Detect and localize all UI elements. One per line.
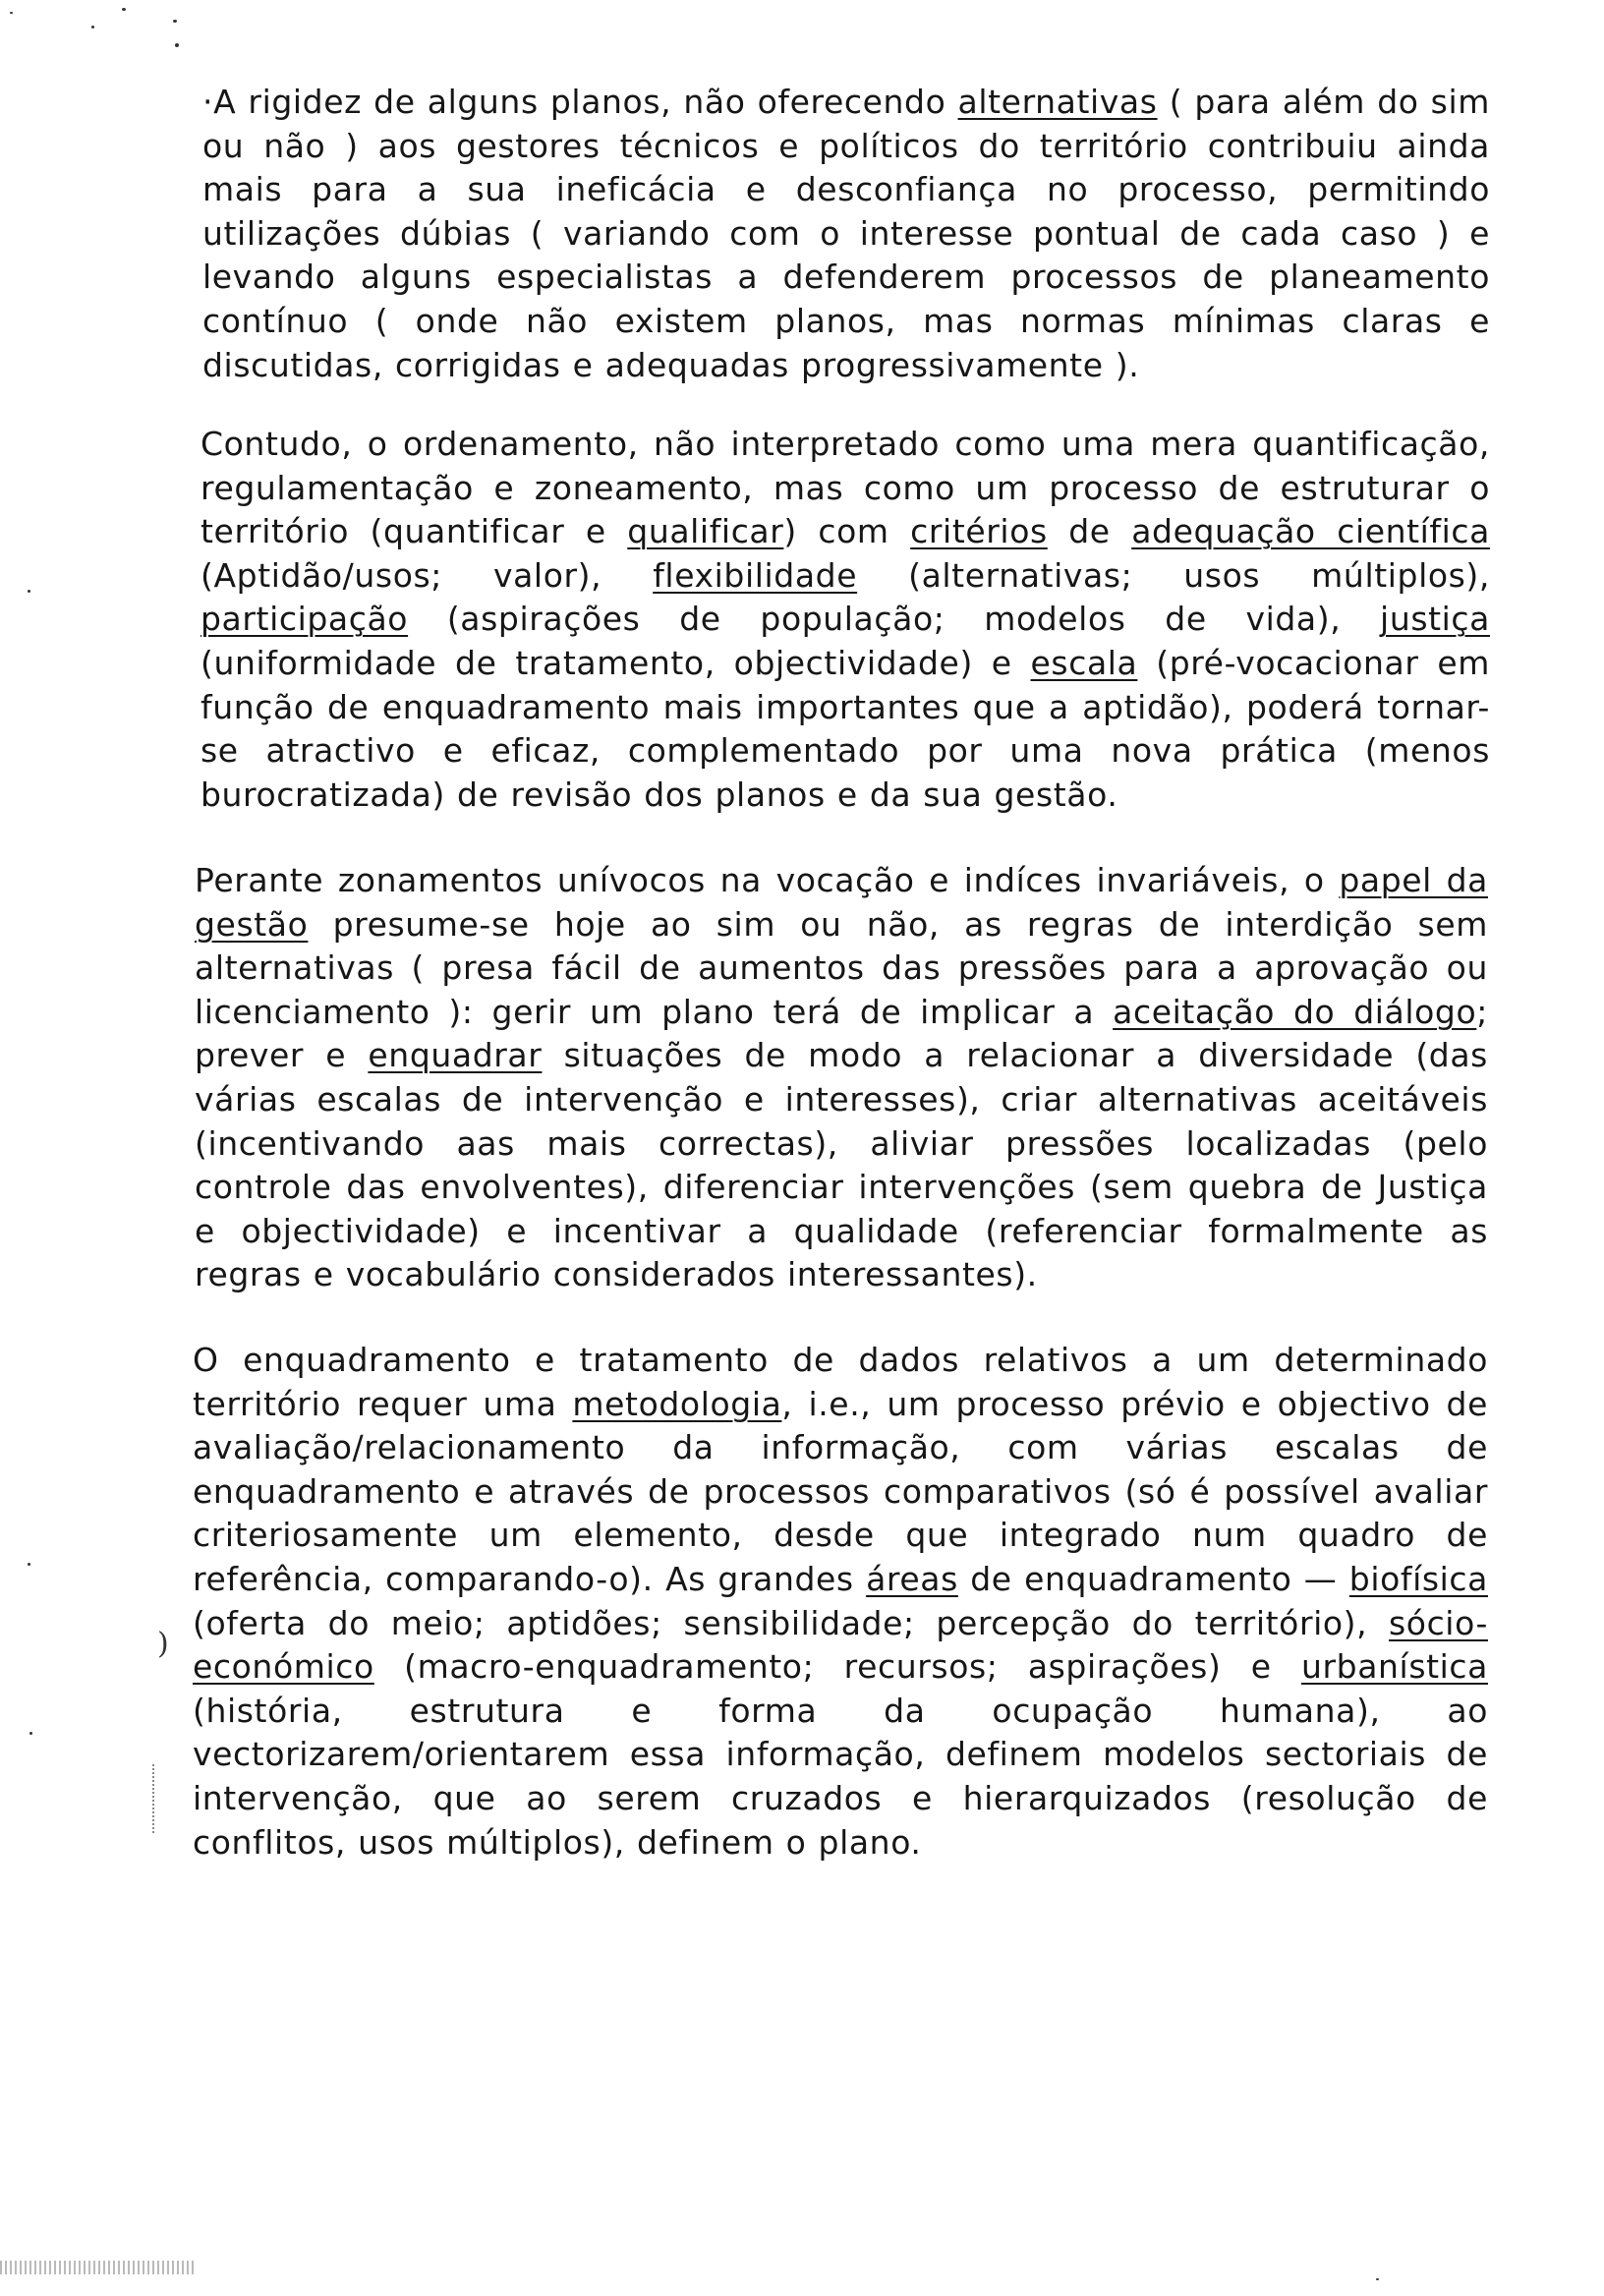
- underlined-term: flexibilidade: [653, 555, 858, 595]
- underlined-term: aceitação do diálogo: [1113, 992, 1477, 1031]
- underlined-term: critérios: [910, 512, 1048, 551]
- underlined-term: sócio-económico: [193, 1603, 1488, 1687]
- text-segment: (aspirações de população; modelos de vida),: [408, 600, 1381, 639]
- scan-speck: [1376, 2278, 1379, 2280]
- text-segment: (alternativas; usos múltiplos),: [857, 555, 1490, 595]
- underlined-term: qualificar: [627, 512, 784, 551]
- margin-bracket-mark: ): [157, 1627, 169, 1661]
- scan-speck: [29, 1732, 32, 1735]
- scan-speck: [28, 1563, 30, 1566]
- scan-speck: [122, 8, 126, 11]
- underlined-term: adequação científica: [1131, 512, 1490, 551]
- underlined-term: participação: [200, 600, 409, 639]
- underlined-term: biofísica: [1348, 1559, 1488, 1598]
- scan-speck: [91, 26, 94, 29]
- scan-speck: [173, 20, 177, 23]
- text-segment: presume-se hoje ao sim ou não, as regras de interdição sem alternativas ( presa fácil de aumentos das pressões para a aprovação ou licenciamento ): gerir um plano terá de implicar a: [195, 904, 1488, 1031]
- text-segment: de enquadramento —: [957, 1559, 1349, 1598]
- underlined-term: justiça: [1380, 600, 1490, 639]
- text-segment: (pré-vocacionar em função de enquadramento mais importantes que a aptidão), poderá tornar-se atractivo e eficaz, complementado por uma nova prática (menos burocratizada) de revisão dos planos e da sua gestão.: [200, 643, 1490, 814]
- underlined-term: escala: [1030, 643, 1138, 682]
- text-segment: situações de modo a relacionar a diversidade (das várias escalas de intervenção e interesses), criar alternativas aceitáveis (incentivando aas mais correctas), aliviar pressões localizadas (pelo controle das envolventes), diferenciar intervenções (sem quebra de Justiça e objectividade) e incentivar a qualidade (referenciar formalmente as regras e vocabulário considerados interessantes).: [195, 1036, 1488, 1294]
- paragraph-2: [200, 423, 1490, 817]
- text-segment: ( para além do sim ou não ) aos gestores técnicos e políticos do território contribuiu ainda mais para a sua ineficácia e desconfiança no processo, permitindo utilizações dúbias ( variando com o interesse pontual de cada caso ) e levando alguns especialistas a defenderem processos de planeamento contínuo ( onde não existem planos, mas normas mínimas claras e discutidas, corrigidas e adequadas progressivamente ).: [202, 83, 1490, 384]
- text-segment: (Aptidão/usos; valor),: [200, 555, 654, 595]
- text-segment: , i.e., um processo prévio e objectivo de avaliação/relacionamento da informação, com várias escalas de enquadramento e através de processos comparativos (só é possível avaliar criteriosamente um elemento, desde que integrado num quadro de referência, comparando-o). As grandes: [193, 1384, 1488, 1598]
- underlined-term: metodologia: [572, 1384, 782, 1423]
- paragraph-4: [193, 1339, 1488, 1865]
- text-segment: O enquadramento e tratamento de dados relativos a um determinado território requer uma: [193, 1341, 1488, 1423]
- text-segment: (uniformidade de tratamento, objectividade) e: [200, 643, 1031, 682]
- scan-speck: [175, 43, 179, 47]
- margin-dotted-mark: [152, 1764, 154, 1833]
- text-segment: ; prever e: [195, 992, 1488, 1075]
- scan-noise-strip: [0, 2261, 197, 2274]
- text-segment: (macro-enquadramento; recursos; aspirações) e: [373, 1647, 1301, 1687]
- underlined-term: áreas: [866, 1559, 958, 1598]
- underlined-term: enquadrar: [368, 1036, 543, 1075]
- text-segment: Contudo, o ordenamento, não interpretado como uma mera quantificação, regulamentação e zoneamento, mas como um processo de estruturar o território (quantificar e: [200, 425, 1490, 551]
- scan-speck: [28, 590, 30, 593]
- text-segment: (oferta do meio; aptidões; sensibilidade; percepção do território),: [193, 1603, 1389, 1642]
- text-segment: ) com: [783, 512, 911, 551]
- text-segment: de: [1047, 512, 1132, 551]
- underlined-term: alternativas: [957, 83, 1158, 121]
- underlined-term: urbanística: [1300, 1647, 1488, 1687]
- text-segment: (história, estrutura e forma da ocupação humana), ao vectorizarem/orientarem essa informação, definem modelos sectoriais de intervenção, que ao serem cruzados e hierarquizados (resolução de conflitos, usos múltiplos), definem o plano.: [193, 1691, 1488, 1862]
- underlined-term: papel da gestão: [195, 861, 1488, 944]
- paragraph-1: [202, 81, 1490, 387]
- scan-speck: [10, 12, 13, 14]
- paragraph-3: [195, 859, 1488, 1297]
- text-segment: Perante zonamentos unívocos na vocação e indíces invariáveis, o: [195, 861, 1340, 899]
- text-segment: ·A rigidez de alguns planos, não oferecendo: [202, 83, 958, 121]
